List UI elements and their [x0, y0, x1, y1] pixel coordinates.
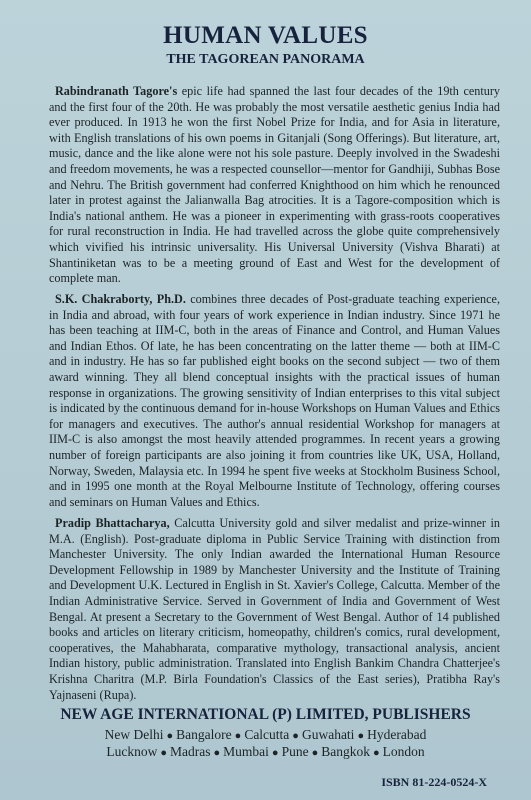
bullet-icon: ●	[166, 730, 174, 742]
bhattacharya-paragraph	[49, 516, 500, 703]
city: Bangkok	[321, 744, 370, 759]
city: Madras	[170, 744, 211, 759]
bullet-icon: ●	[357, 730, 365, 742]
city: Guwahati	[301, 727, 355, 742]
city: Calcutta	[244, 727, 290, 742]
bullet-icon: ●	[213, 747, 221, 759]
bullet-icon: ●	[292, 730, 299, 742]
tagore-lead: Rabindranath Tagore's	[55, 84, 178, 98]
bullet-icon: ●	[234, 730, 242, 742]
city: London	[382, 744, 425, 759]
bullet-icon: ●	[372, 747, 380, 759]
city: Lucknow	[106, 744, 158, 759]
page-subtitle: THE TAGOREAN PANORAMA	[166, 52, 365, 67]
isbn: ISBN 81-224-0524-X	[381, 775, 487, 789]
chakraborty-paragraph	[49, 292, 500, 510]
publisher-name: NEW AGE INTERNATIONAL (P) LIMITED, PUBLISHERS	[60, 706, 471, 723]
bullet-icon: ●	[271, 747, 279, 759]
bullet-icon: ●	[160, 747, 168, 759]
city: Hyderabad	[367, 727, 427, 742]
tagore-text: epic life had spanned the last four decades of the 19th century and the first four of the 20th. He was probably the most versatile aesthetic genius India had ever produced. In 1913 he won the first Nobel Prize for India, and for Asia in literature, with English translations of his own poems in Gitanjali (Song Offerings). But literature, art, music, dance and the like alone were not his sole pasture. Deeply involved in the Swadeshi and freedom movements, he was a respected counsellor—mentor for Gandhiji, Subhas Bose and Nehru. The British government had conferred Knighthood on him which he renounced later in protest against the Jalianwalla Bag atrocities. It is a Tagore-composition which is India's national anthem. He was a pioneer in experimenting with grass-roots cooperatives for rural reconstruction in India. He had travelled across the globe quite comprehensively which vivified his intrinsic universality. His Universal University (Vishva Bharati) at Shantiniketan was to be a meeting ground of East and West for the development of complete man.	[49, 84, 501, 286]
bullet-icon: ●	[311, 747, 319, 759]
city: Pune	[281, 744, 309, 759]
city: New Delhi	[104, 727, 164, 742]
chakraborty-lead: S.K. Chakraborty, Ph.D.	[55, 292, 186, 306]
page-title: HUMAN VALUES	[163, 22, 368, 49]
chakraborty-text: combines three decades of Post-graduate teaching experience, in India and abroad, with four years of work experience in Indian industry. Since 1971 he has been teaching at IIM-C, both in the areas of Finance and Control, and Human Values and Indian Ethos. Of late, he has been concentrating on the latter theme — both at IIM-C and in industry. He has so far published eight books on the second subject — two of them award winning. They all blend conceptual insights with the practical issues of human response in organizations. The growing sensitivity of Indian enterprises to this vital subject is indicated by the continuous demand for in-house Workshops on Human Values and Ethics for managers and executives. The author's annual residential Workshop for managers at IIM-C is also amongst the most heavily attended programmes. In recent years a growing number of foreign participants are also joining it from countries like UK, USA, Holland, Norway, Sweden, Malaysia etc. In 1994 he spent five weeks at Stockholm Business School, and in 1995 one month at the Royal Melbourne Institute of Technology, offering courses and seminars on Human Values and Ethics.	[49, 292, 500, 509]
bhattacharya-lead: Pradip Bhattacharya,	[55, 516, 170, 530]
city: Mumbai	[223, 744, 269, 759]
bhattacharya-text: Calcutta University gold and silver medalist and prize-winner in M.A. (English). Post-graduate diploma in Public Service Training with distinction from Manchester University. The only Indian awarded the International Human Resource Development Fellowship in 1989 by Manchester University and the Institute of Training and Development U.K. Lectured in English in St. Xavier's College, Calcutta. Member of the Indian Administrative Service. Served in Government of India and Government of West Bengal. At present a Secretary to the Government of West Bengal. Author of 14 published books and articles on literary criticism, homeopathy, children's comics, rural development, cooperatives, the Mahabharata, comparative mythology, transactional analysis, ancient Indian history, public administration. Translated into English Bankim Chandra Chatterjee's Krishna Charitra (M.P. Birla Foundation's Classics of the East series), Pratibha Ray's Yajnaseni (Rupa).	[49, 516, 500, 702]
city: Bangalore	[176, 727, 232, 742]
tagore-paragraph	[49, 84, 500, 287]
cities-line-2	[0, 743, 531, 762]
